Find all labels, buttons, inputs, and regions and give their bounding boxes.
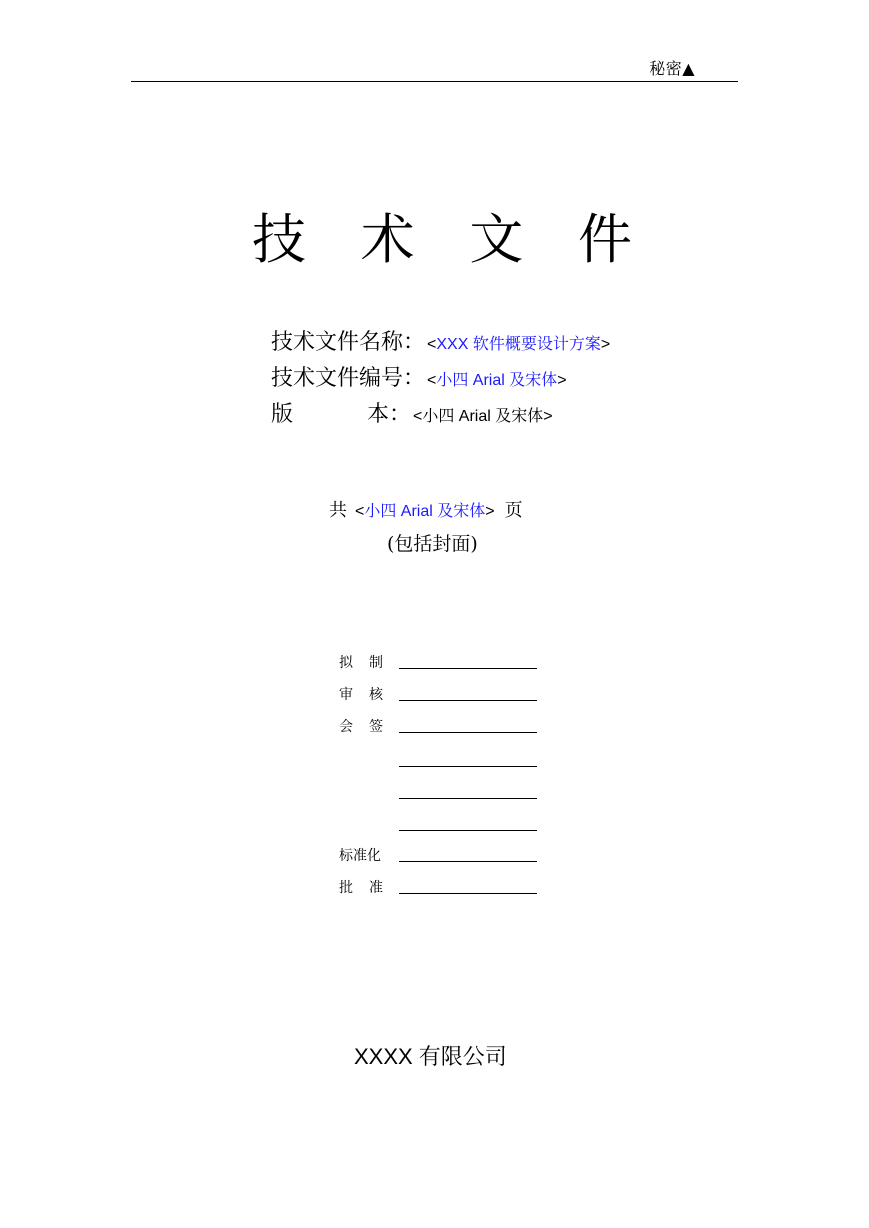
bracket-open: < (427, 336, 437, 353)
countersigned-signature-line[interactable] (399, 732, 537, 733)
label-char: 准 (369, 880, 383, 896)
label-char: 核 (369, 687, 383, 703)
title-char: 件 (577, 208, 632, 271)
label-char: 签 (369, 719, 383, 735)
bracket-open: < (427, 372, 437, 389)
doc-number-row (271, 361, 567, 391)
countersigned-label (339, 716, 383, 736)
version-label-part: 版 (271, 402, 294, 427)
label-char: 制 (369, 655, 383, 671)
page-count (329, 496, 523, 522)
version-label-part: 本： (366, 402, 411, 427)
version-label (271, 397, 411, 428)
title-char: 技 (252, 208, 306, 271)
doc-name-value (427, 331, 610, 354)
title-char: 文 (469, 208, 524, 271)
doc-name-text: XXX 软件概要设计方案 (436, 336, 601, 353)
company-name: XXXX 有限公司 (354, 1044, 507, 1069)
label-char: 审 (339, 687, 353, 703)
version-value: <小四 Arial 及宋体> (413, 408, 553, 425)
title-char: 术 (360, 208, 415, 271)
approved-label (339, 877, 383, 897)
page-count-prefix: 共 (329, 500, 347, 521)
reviewed-signature-line[interactable] (399, 700, 537, 701)
document-title (252, 208, 632, 272)
label-char: 批 (339, 880, 353, 896)
header-rule (131, 81, 738, 82)
classification-mark: 秘密▲ (649, 59, 695, 78)
including-cover-note: (包括封面) (387, 533, 478, 555)
bracket-close: > (557, 372, 567, 389)
label-text: 标准化 (339, 848, 381, 864)
reviewed-label (339, 684, 383, 704)
bracket-close: > (485, 503, 495, 520)
standardization-label (339, 845, 383, 865)
page-count-value (355, 498, 495, 521)
doc-number-value (427, 367, 567, 390)
page-count-text: 小四 Arial 及宋体 (364, 503, 486, 520)
bracket-close: > (600, 336, 611, 353)
label-char: 拟 (339, 655, 353, 671)
drafted-signature-line[interactable] (399, 668, 537, 669)
bracket-open: < (355, 503, 365, 520)
doc-number-label: 技术文件编号： (271, 366, 426, 391)
drafted-label (339, 652, 383, 672)
doc-name-row (271, 325, 610, 355)
version-row (271, 397, 553, 427)
standardization-signature-line[interactable] (399, 861, 537, 862)
page-count-suffix: 页 (504, 500, 523, 521)
label-char: 会 (339, 719, 353, 735)
approved-signature-line[interactable] (399, 893, 537, 894)
countersigned-signature-line-4[interactable] (399, 830, 537, 831)
doc-number-text: 小四 Arial 及宋体 (436, 372, 558, 389)
doc-name-label: 技术文件名称： (271, 330, 426, 355)
countersigned-signature-line-3[interactable] (399, 798, 537, 799)
countersigned-signature-line-2[interactable] (399, 766, 537, 767)
